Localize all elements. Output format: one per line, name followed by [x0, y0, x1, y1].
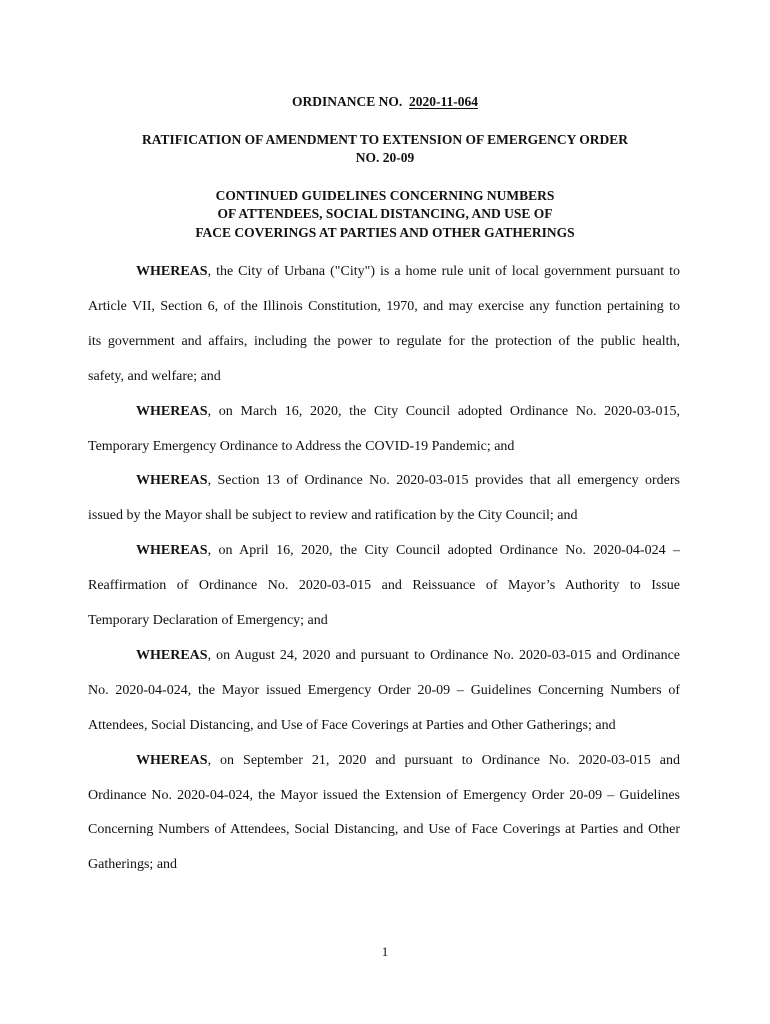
subtitle-line-1: CONTINUED GUIDELINES CONCERNING NUMBERS — [215, 188, 555, 203]
paragraph-line — [88, 682, 680, 700]
line-text: , Section 13 of Ordinance No. 2020-03-015 provides that all emergency orders — [207, 473, 680, 489]
line-text: Gatherings; and — [88, 857, 178, 873]
title-line-2: NO. 20-09 — [355, 150, 415, 165]
paragraph-line — [136, 647, 680, 665]
line-text: its government and affairs, including the power to regulate for the protection of the public health, — [88, 333, 680, 349]
page-number: 1 — [381, 944, 389, 959]
paragraph-line — [88, 856, 680, 874]
line-text: , on April 16, 2020, the City Council adopted Ordinance No. 2020-04-024 – — [207, 543, 680, 559]
line-text: , the City of Urbana ("City") is a home rule unit of local government pursuant to — [207, 264, 680, 279]
paragraph-line — [88, 787, 680, 805]
title-line-1: RATIFICATION OF AMENDMENT TO EXTENSION OF EMERGENCY ORDER — [142, 132, 628, 147]
whereas-lead: WHEREAS — [136, 752, 208, 768]
ordinance-heading — [0, 93, 770, 111]
line-text: No. 2020-04-024, the Mayor issued Emergency Order 20-09 – Guidelines Concerning Numbers of — [88, 682, 680, 698]
paragraph-line — [136, 263, 680, 281]
line-text: Concerning Numbers of Attendees, Social Distancing, and Use of Face Coverings at Parties and Other — [88, 822, 680, 838]
line-text: issued by the Mayor shall be subject to review and ratification by the City Council; and — [88, 508, 578, 524]
paragraph-line — [88, 298, 680, 316]
paragraph-line — [88, 438, 680, 456]
paragraph-line — [88, 717, 680, 735]
line-text: , on March 16, 2020, the City Council adopted Ordinance No. 2020-03-015, — [207, 403, 680, 419]
subtitle-line-2: OF ATTENDEES, SOCIAL DISTANCING, AND USE OF — [217, 206, 553, 221]
whereas-lead: WHEREAS — [136, 264, 208, 279]
line-text: Temporary Declaration of Emergency; and — [88, 613, 328, 628]
paragraph-line — [88, 612, 680, 630]
line-text: , on September 21, 2020 and pursuant to Ordinance No. 2020-03-015 and — [207, 752, 680, 768]
paragraph-line — [88, 368, 680, 386]
paragraph-line — [136, 472, 680, 490]
line-text: Reaffirmation of Ordinance No. 2020-03-015 and Reissuance of Mayor’s Authority to Issue — [88, 578, 680, 594]
paragraph-line — [88, 577, 680, 595]
whereas-lead: WHEREAS — [136, 403, 208, 419]
line-text: Article VII, Section 6, of the Illinois Constitution, 1970, and may exercise any function pertaining to — [88, 298, 680, 314]
paragraph-line — [136, 752, 680, 770]
whereas-lead: WHEREAS — [136, 647, 208, 663]
subtitle-line-3: FACE COVERINGS AT PARTIES AND OTHER GATHERINGS — [195, 225, 575, 240]
line-text: safety, and welfare; and — [88, 368, 221, 384]
paragraph-line — [136, 542, 680, 560]
line-text: Ordinance No. 2020-04-024, the Mayor issued the Extension of Emergency Order 20-09 – Guidelines — [88, 787, 680, 803]
ordinance-number: 2020-11-064 — [409, 94, 478, 109]
paragraph-line — [88, 507, 680, 525]
whereas-lead: WHEREAS — [136, 543, 208, 559]
line-text: Temporary Emergency Ordinance to Address the COVID-19 Pandemic; and — [88, 438, 515, 454]
line-text: , on August 24, 2020 and pursuant to Ordinance No. 2020-03-015 and Ordinance — [207, 647, 680, 663]
ordinance-label: ORDINANCE NO. — [291, 94, 403, 109]
paragraph-line — [88, 821, 680, 839]
paragraph-line — [136, 403, 680, 421]
line-text: Attendees, Social Distancing, and Use of Face Coverings at Parties and Other Gatherings; and — [88, 717, 616, 733]
paragraph-line — [88, 333, 680, 351]
whereas-lead: WHEREAS — [136, 473, 208, 489]
